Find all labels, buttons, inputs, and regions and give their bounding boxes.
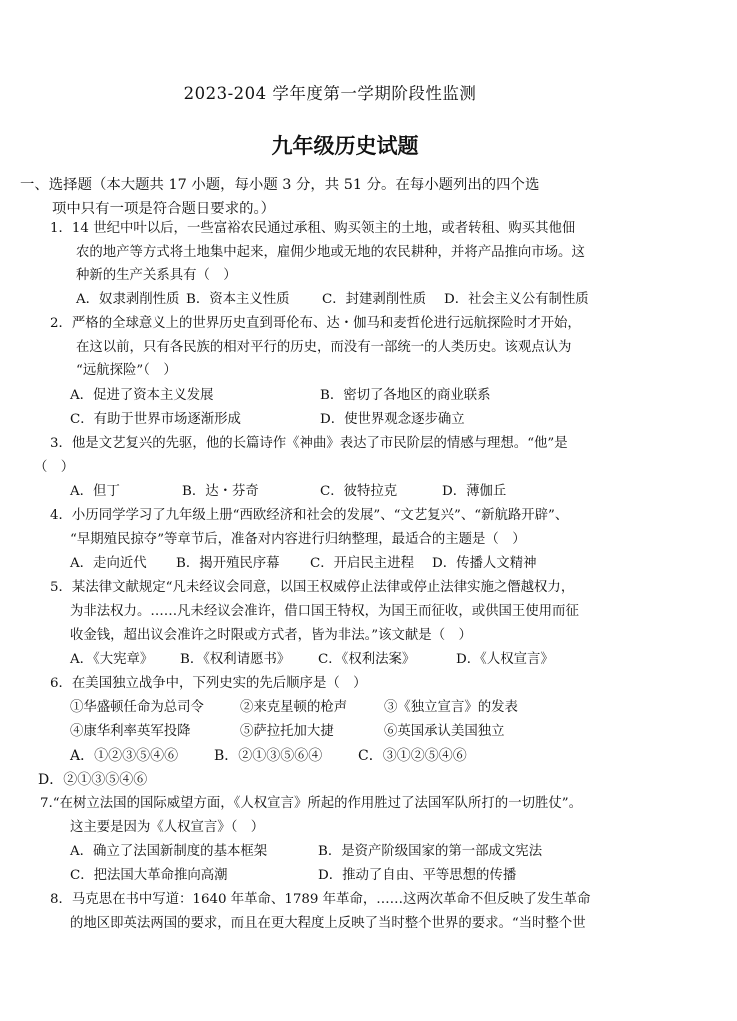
q1-option-c: C．封建剥削性质 — [322, 292, 426, 307]
exam-term-heading: 2023-204 学年度第一学期阶段性监测 — [183, 84, 477, 103]
q6-event-5: ⑤萨拉托加大捷 — [240, 724, 334, 739]
q4-stem-line2: “早期殖民掠夺”等章节后，准备对内容进行归纳整理，最适合的主题是（ ） — [70, 532, 526, 547]
q4-option-d: D．传播人文精神 — [432, 556, 537, 571]
q2-stem-line1: 2．严格的全球意义上的世界历史直到哥伦布、达・伽马和麦哲伦进行远航探险时才开始， — [50, 316, 581, 331]
q5-option-c: C．《权利法案》 — [318, 652, 416, 667]
q2-option-d: D．使世界观念逐步确立 — [320, 412, 465, 427]
q5-option-d: D．《人权宣言》 — [456, 652, 554, 667]
q4-option-c: C．开启民主进程 — [310, 556, 414, 571]
q2-option-b: B．密切了各地区的商业联系 — [320, 388, 491, 403]
q3-option-c: C．彼特拉克 — [320, 484, 398, 499]
q5-stem-line1: 5．某法律文献规定“凡未经议会同意，以国王权威停止法律或停止法律实施之僭越权力， — [50, 580, 575, 595]
q5-option-b: B．《权利请愿书》 — [180, 652, 291, 667]
q7-option-a: A．确立了法国新制度的基本框架 — [70, 844, 268, 859]
section1-instruction-line2: 项中只有一项是符合题日要求的。） — [52, 201, 276, 217]
q7-stem-line2: 这主要是因为《人权宣言》（ ） — [70, 820, 265, 835]
q1-option-a: A．奴隶剥削性质 — [76, 292, 180, 307]
q2-option-a: A．促进了资本主义发展 — [70, 388, 214, 403]
q4-option-a: A．走向近代 — [70, 556, 147, 571]
q6-event-6: ⑥英国承认美国独立 — [384, 724, 505, 739]
section1-instruction-line1: 一、选择题（本大题共 17 小题，每小题 3 分，共 51 分。在每小题列出的四个选 — [20, 177, 540, 193]
q1-stem-line1: 1．14 世纪中叶以后，一些富裕农民通过承租、购买领主的土地，或者转租、购买其他佃 — [50, 221, 576, 236]
q3-stem-line2: （ ） — [34, 460, 75, 475]
q7-option-c: C．把法国大革命推向高潮 — [70, 868, 228, 883]
q3-option-d: D．薄伽丘 — [442, 484, 507, 499]
q6-option-d: D．②①③⑤④⑥ — [38, 772, 148, 788]
q6-option-a: A．①②③⑤④⑥ — [70, 748, 179, 764]
q1-option-d: D．社会主义公有制性质 — [444, 292, 589, 307]
q3-option-b: B．达・芬奇 — [182, 484, 259, 499]
q4-stem-line1: 4．小历同学学习了九年级上册“西欧经济和社会的发展”、“文艺复兴”、“新航路开辟”、 — [50, 508, 569, 523]
q2-option-c: C．有助于世界市场逐渐形成 — [70, 412, 241, 427]
q6-option-b: B．②①③⑤⑥④ — [214, 748, 323, 764]
q7-option-d: D．推动了自由、平等思想的传播 — [318, 868, 517, 883]
q2-stem-line3: “远航探险”（ ） — [76, 363, 177, 378]
q8-stem-line1: 8．马克思在书中写道：1640 年革命、1789 年革命，……这两次革命不但反映了发生革命 — [50, 892, 591, 907]
q5-stem-line2: 为非法权力。……凡未经议会准许，借口国王特权，为国王而征收，或供国王使用而征 — [70, 604, 579, 619]
q8-stem-line2: 的地区即英法两国的要求，而且在更大程度上反映了当时整个世界的要求。“当时整个世 — [70, 916, 586, 931]
q6-event-2: ②来克星顿的枪声 — [240, 700, 348, 715]
q7-option-b: B．是资产阶级国家的第一部成文宪法 — [318, 844, 543, 859]
exam-title: 九年级历史试题 — [271, 133, 419, 158]
q3-option-a: A．但丁 — [70, 484, 120, 499]
q5-option-a: A．《大宪章》 — [70, 652, 154, 667]
q1-option-b: B．资本主义性质 — [186, 292, 290, 307]
q5-stem-line3: 收金钱，超出议会准许之时限或方式者，皆为非法。”该文献是（ ） — [70, 628, 472, 643]
q1-stem-line3: 种新的生产关系具有（ ） — [76, 268, 237, 283]
q1-stem-line2: 农的地产等方式将土地集中起来，雇佣少地或无地的农民耕种，并将产品推向市场。这 — [76, 245, 585, 260]
q6-event-3: ③《独立宣言》的发表 — [384, 700, 518, 715]
q7-stem-line1: 7.“在树立法国的国际威望方面，《人权宣言》所起的作用胜过了法国军队所打的一切胜仗”。 — [40, 796, 582, 811]
q6-event-1: ①华盛顿任命为总司令 — [70, 700, 204, 715]
q6-event-4: ④康华利率英军投降 — [70, 724, 191, 739]
q3-stem-line1: 3．他是文艺复兴的先驱，他的长篇诗作《神曲》表达了市民阶层的情感与理想。“他”是 — [50, 436, 568, 451]
q6-stem-line1: 6．在美国独立战争中，下列史实的先后顺序是（ ） — [50, 676, 367, 691]
q4-option-b: B．揭开殖民序幕 — [176, 556, 280, 571]
q2-stem-line2: 在这以前，只有各民族的相对平行的历史，而没有一部统一的人类历史。该观点认为 — [76, 340, 572, 355]
q6-option-c: C．③①②⑤④⑥ — [358, 748, 467, 764]
